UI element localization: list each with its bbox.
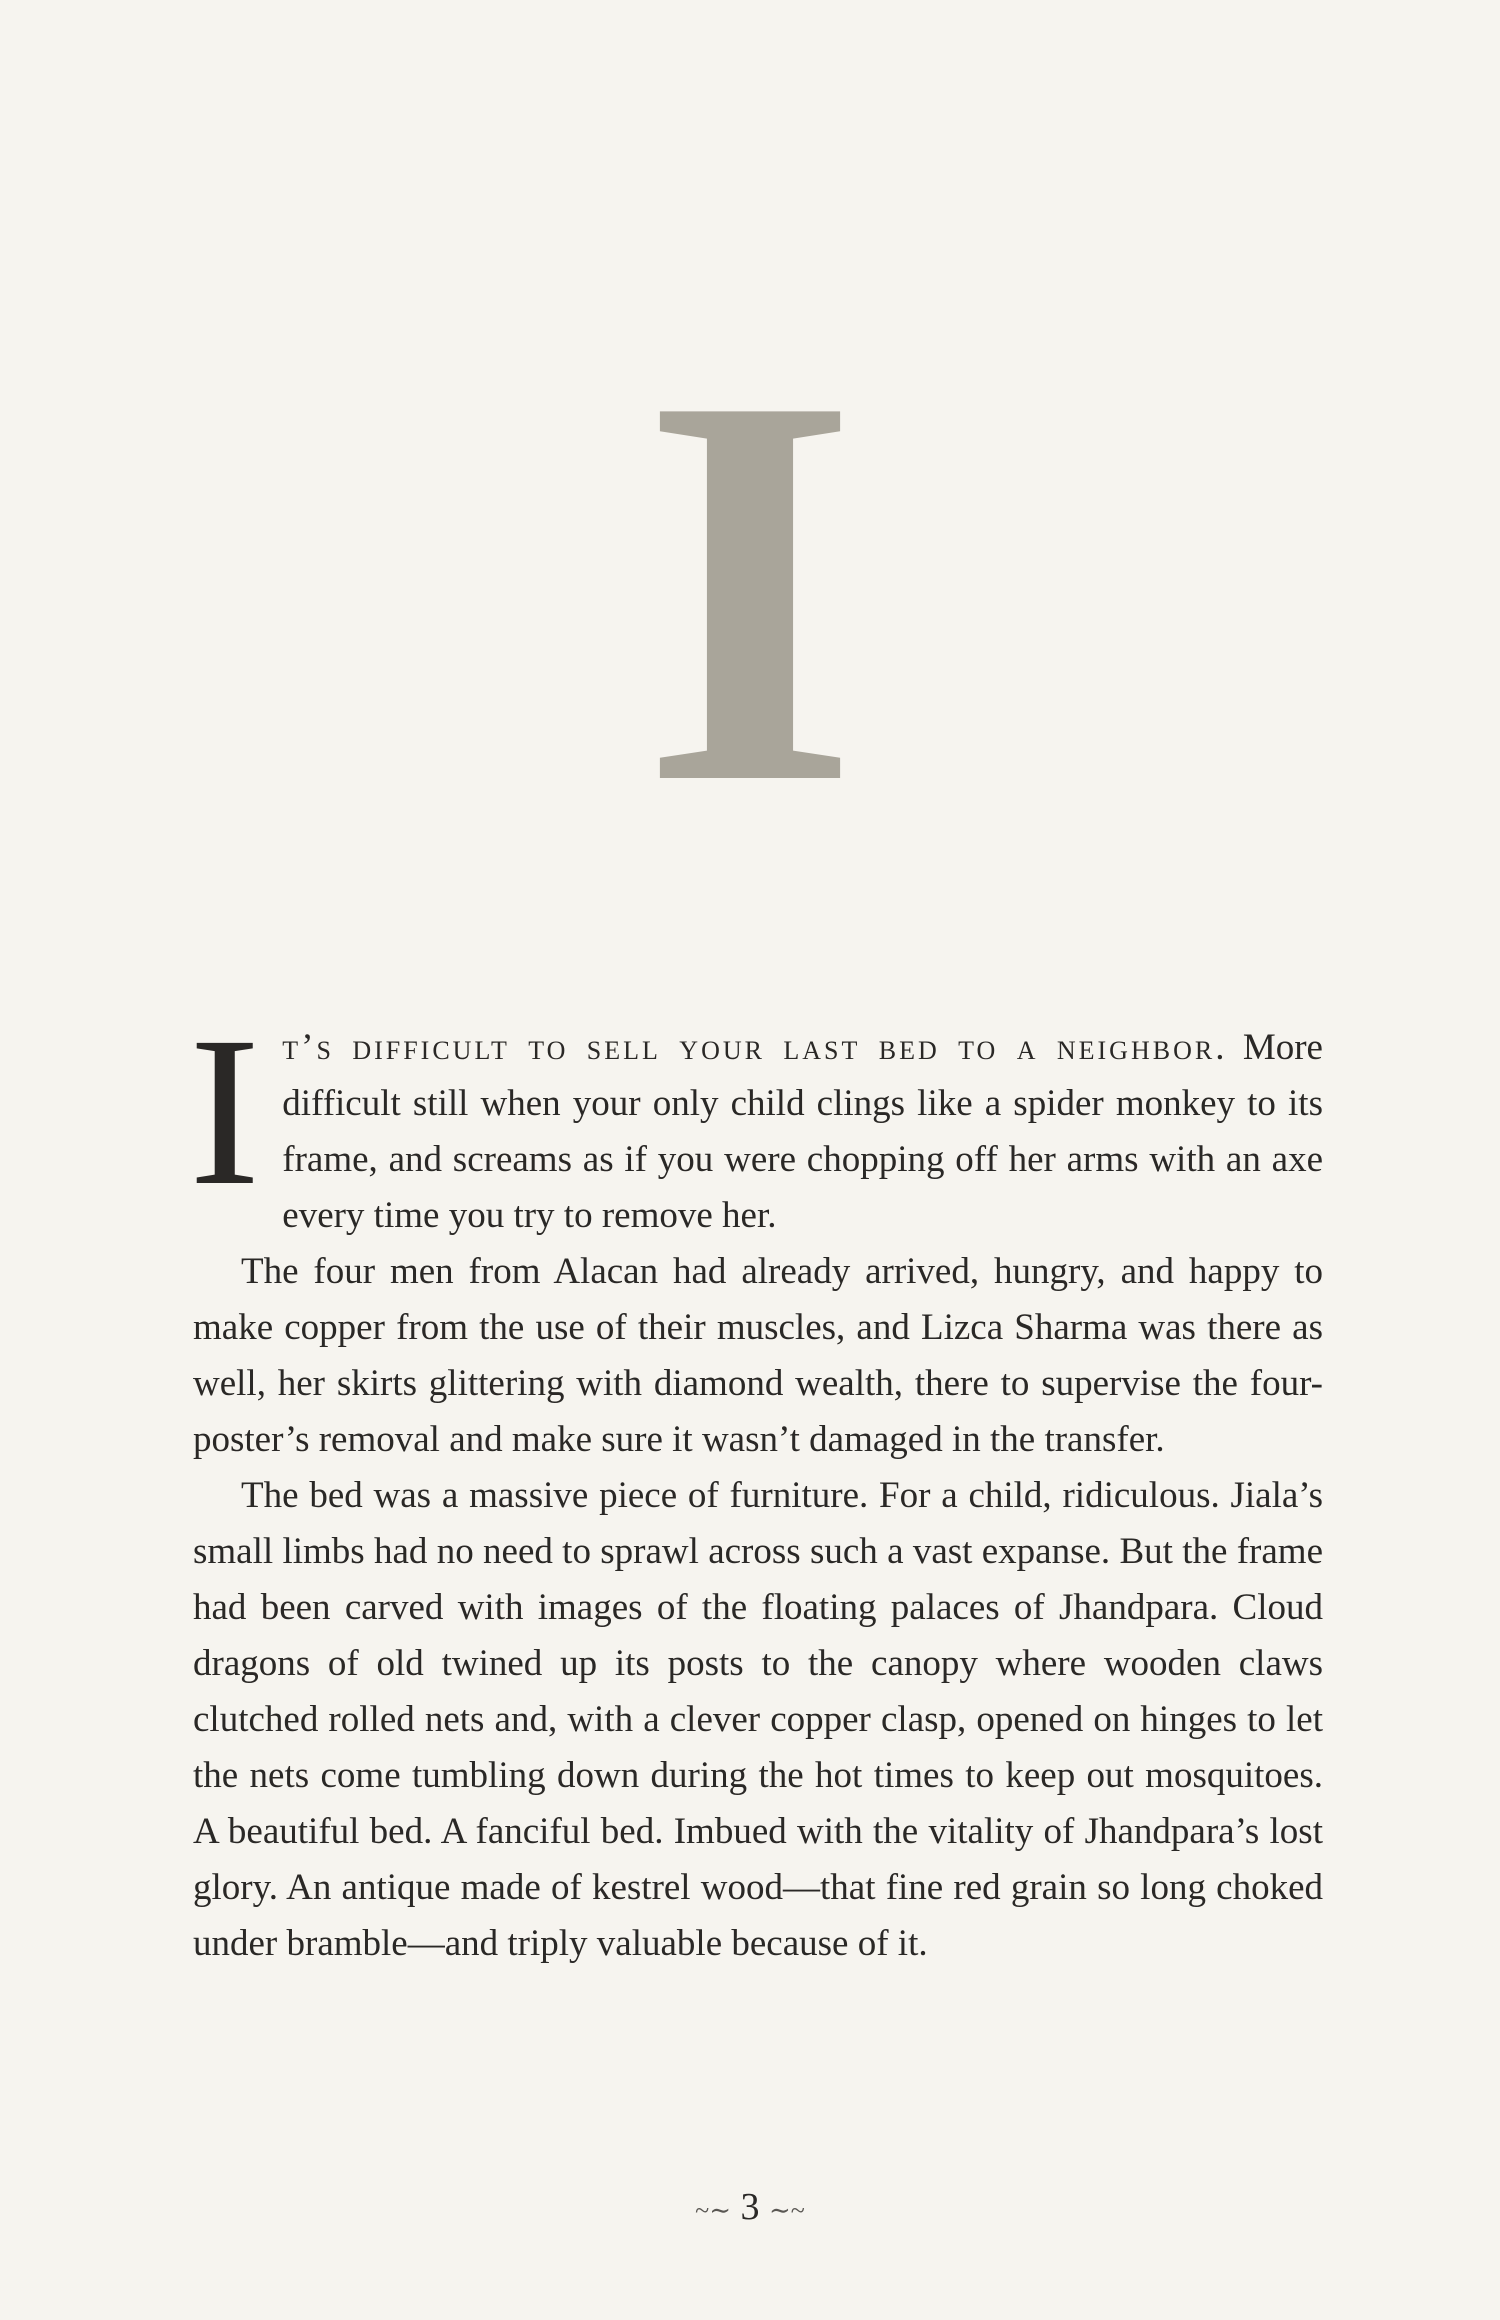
drop-cap: I (189, 993, 261, 1230)
paragraph-1-rest: More difficult still when your only child clings like a spider monkey to its frame, and screams as if you were chopping off her arms with an axe every time you try to remove her. (282, 1027, 1323, 1236)
paragraph-2: The four men from Alacan had already arrived, hungry, and happy to make copper from the use of their muscles, and Lizca Sharma was there as well, her skirts glittering with diamond wealth, there to supervise the four-poster’s removal and make sure it wasn’t damaged in the transfer. (193, 1251, 1323, 1460)
paragraph-1 (189, 993, 1323, 1244)
body-text (189, 993, 1323, 1972)
page-folio (0, 2185, 1500, 2229)
folio-ornament-left: ~∼ (695, 2196, 731, 2225)
paragraph-3: The bed was a massive piece of furniture. For a child, ridiculous. Jiala’s small limbs had no need to sprawl across such a vast expanse. But the frame had been carved with images of the floating palaces of Jhandpara. Cloud dragons of old twined up its posts to the canopy where wooden claws clutched rolled nets and, with a clever copper clasp, opened on hinges to let the nets come tumbling down during the hot times to keep out mosquitoes. A beautiful bed. A fanciful bed. Imbued with the vitality of Jhandpara’s lost glory. An antique made of kestrel wood—that fine red grain so long choked under bramble—and triply valuable because of it. (193, 1475, 1323, 1964)
folio-ornament-right: ∼~ (769, 2196, 805, 2225)
small-caps-lead: t’s difficult to sell your last bed to a neighbor. (282, 1027, 1228, 1068)
page-number: 3 (740, 2186, 760, 2228)
chapter-numeral: I (641, 280, 859, 900)
